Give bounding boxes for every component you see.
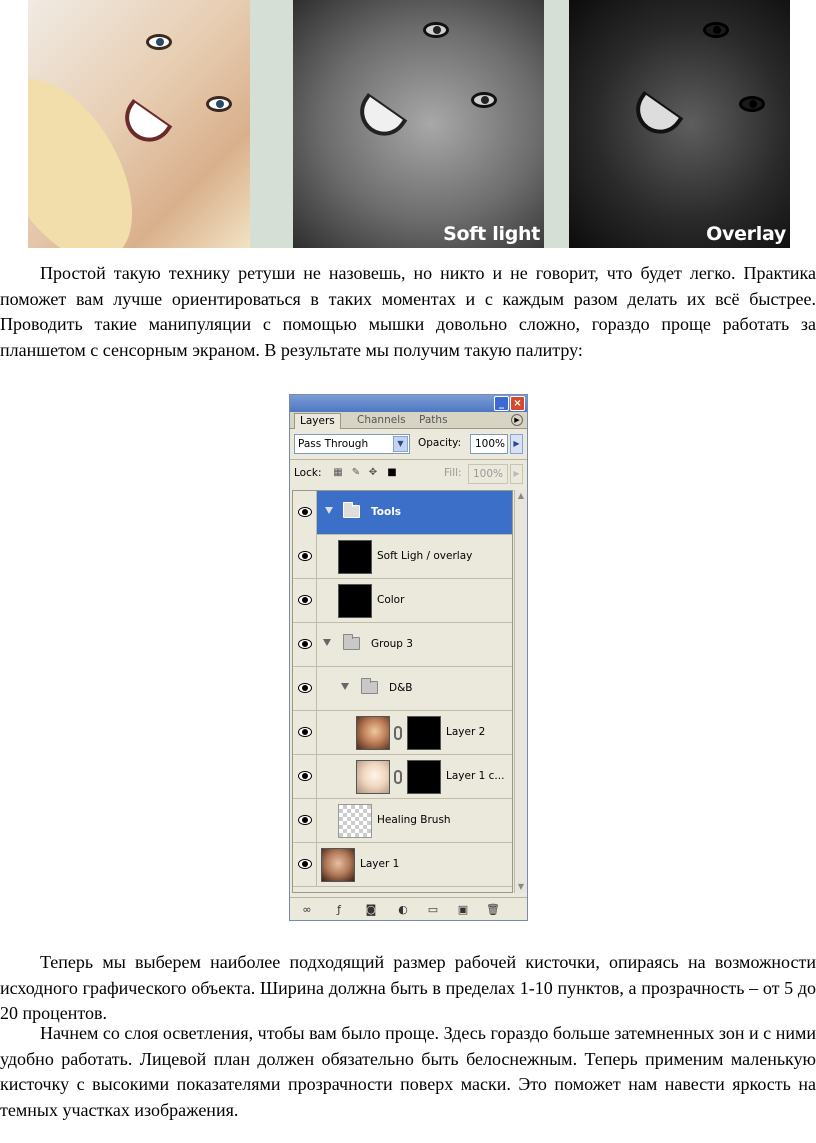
- layer-name: Layer 2: [446, 726, 486, 738]
- retouch-comparison-images: [28, 0, 790, 248]
- visibility-eye-icon[interactable]: [298, 507, 312, 517]
- visibility-eye-icon[interactable]: [298, 551, 312, 561]
- opacity-input[interactable]: 100%: [470, 434, 508, 454]
- fill-label: Fill:: [444, 467, 462, 479]
- layers-list: [292, 490, 513, 893]
- layer-name: Tools: [371, 506, 402, 518]
- layer-name: Group 3: [371, 638, 413, 650]
- paragraph-intro: Простой такую технику ретуши не назовешь, но никто и не говорит, что будет легко. Практика поможет вам лучше ориентироваться в таких моментах и с каждым разом делать их всё быстрее. Проводить такие манипуляции с помощью мышки довольно сложно, гораздо проще работать за планшетом с сенсорным экраном. В результате мы получим такую палитру:: [0, 263, 816, 360]
- original-photo: [28, 0, 250, 248]
- palette-tabs: [290, 412, 527, 429]
- paragraph-dodge-layer: Начнем со слоя осветления, чтобы вам было проще. Здесь гораздо больше затемненных зон и с ними удобно работать. Лицевой план должен обязательно быть белоснежным. Теперь применим маленькую кисточку с высокими показателями прозрачности поверх маски. Это поможет нам навести яркость на темных участках изображения.: [0, 1023, 816, 1120]
- scroll-up-icon[interactable]: ▲: [517, 491, 525, 500]
- palette-bottom-toolbar: [290, 899, 527, 920]
- layer-row-healing-brush[interactable]: [293, 799, 512, 843]
- adjustment-layer-icon[interactable]: ◐: [398, 903, 408, 916]
- visibility-eye-icon[interactable]: [298, 595, 312, 605]
- visibility-eye-icon[interactable]: [298, 639, 312, 649]
- mask-thumbnail: [407, 760, 441, 794]
- smile: [116, 99, 173, 151]
- palette-menu-icon[interactable]: ▶: [511, 414, 523, 426]
- layer-thumbnail: [321, 848, 355, 882]
- overlay-label: Overlay: [706, 223, 786, 245]
- lock-paint-icon[interactable]: ✎: [351, 467, 361, 478]
- fill-slider-icon[interactable]: ▶: [510, 464, 523, 484]
- add-mask-icon[interactable]: ◙: [365, 903, 377, 916]
- folder-icon: [361, 681, 378, 694]
- folder-icon: [343, 505, 360, 518]
- disclosure-triangle-icon[interactable]: [325, 507, 333, 514]
- layer-row-db[interactable]: [293, 667, 512, 711]
- visibility-eye-icon[interactable]: [298, 683, 312, 693]
- lock-label: Lock:: [294, 467, 322, 479]
- layer-thumbnail: [338, 540, 372, 574]
- visibility-eye-icon[interactable]: [298, 771, 312, 781]
- lock-row: [294, 464, 523, 484]
- hair-shape: [28, 56, 161, 248]
- layer-name: D&B: [389, 682, 413, 694]
- layer-thumbnail: [338, 584, 372, 618]
- blend-row: [294, 434, 523, 455]
- disclosure-triangle-icon[interactable]: [323, 639, 331, 646]
- layer-thumbnail: [356, 716, 390, 750]
- layer-row-group-3[interactable]: [293, 623, 512, 667]
- layer-row-layer-1[interactable]: [293, 843, 512, 887]
- new-layer-icon[interactable]: ▣: [457, 903, 469, 916]
- layer-name: Layer 1: [360, 858, 400, 870]
- layers-palette: [289, 394, 528, 921]
- overlay-photo: [569, 0, 790, 248]
- visibility-eye-icon[interactable]: [298, 727, 312, 737]
- divider: [290, 459, 527, 460]
- paragraph-brush-size: Теперь мы выберем наиболее подходящий размер рабочей кисточки, опираясь на возможности исходного графического объекта. Ширина должна быть в пределах 1-10 пунктов, а прозрачность – от 5 до 20 процентов.: [0, 952, 816, 1023]
- minimize-icon[interactable]: _: [494, 396, 509, 411]
- tab-channels[interactable]: Channels: [357, 414, 406, 426]
- layer-thumbnail: [338, 804, 372, 838]
- smile: [627, 91, 684, 143]
- lock-move-icon[interactable]: ✥: [368, 467, 378, 478]
- eye-left: [146, 34, 172, 50]
- layer-thumbnail: [356, 760, 390, 794]
- mask-link-icon[interactable]: [394, 726, 402, 740]
- lock-all-icon[interactable]: ■: [387, 467, 397, 478]
- disclosure-triangle-icon[interactable]: [341, 683, 349, 690]
- layer-name: Layer 1 c...: [446, 770, 505, 782]
- visibility-eye-icon[interactable]: [298, 859, 312, 869]
- soft-light-label: Soft light: [443, 223, 540, 245]
- lock-transparency-icon[interactable]: ▦: [333, 467, 343, 478]
- eye-right: [471, 92, 497, 108]
- scroll-down-icon[interactable]: ▼: [517, 882, 525, 891]
- trash-icon[interactable]: 🗑: [486, 903, 500, 916]
- layer-name: Soft Ligh / overlay: [377, 550, 473, 562]
- blend-mode-select[interactable]: [294, 434, 410, 454]
- soft-light-photo: [293, 0, 544, 248]
- close-icon[interactable]: ×: [510, 396, 525, 411]
- mask-thumbnail: [407, 716, 441, 750]
- new-group-icon[interactable]: ▭: [427, 903, 439, 916]
- layer-row-layer-2[interactable]: [293, 711, 512, 755]
- eye-right: [206, 96, 232, 112]
- layer-style-icon[interactable]: ƒ: [337, 903, 341, 916]
- layer-row-layer-1-copy[interactable]: [293, 755, 512, 799]
- layer-row-soft-light[interactable]: [293, 535, 512, 579]
- chevron-down-icon[interactable]: ▼: [393, 436, 408, 452]
- blend-mode-value: Pass Through: [298, 438, 369, 450]
- layer-name: Color: [377, 594, 405, 606]
- eye-left: [703, 22, 729, 38]
- layers-scrollbar[interactable]: [514, 490, 527, 893]
- layer-row-tools[interactable]: [293, 491, 512, 535]
- opacity-label: Opacity:: [418, 437, 462, 449]
- divider: [290, 897, 527, 898]
- eye-right: [739, 96, 765, 112]
- fill-input[interactable]: 100%: [468, 464, 508, 484]
- link-layers-icon[interactable]: ∞: [302, 903, 312, 916]
- palette-titlebar: [290, 395, 527, 412]
- folder-icon: [343, 637, 360, 650]
- smile: [351, 93, 408, 145]
- tab-paths[interactable]: Paths: [419, 414, 448, 426]
- eye-left: [423, 22, 449, 38]
- layer-row-color[interactable]: [293, 579, 512, 623]
- mask-link-icon[interactable]: [394, 770, 402, 784]
- tab-layers[interactable]: Layers: [294, 413, 341, 429]
- opacity-slider-icon[interactable]: ▶: [510, 434, 523, 454]
- visibility-eye-icon[interactable]: [298, 815, 312, 825]
- layer-name: Healing Brush: [377, 814, 451, 826]
